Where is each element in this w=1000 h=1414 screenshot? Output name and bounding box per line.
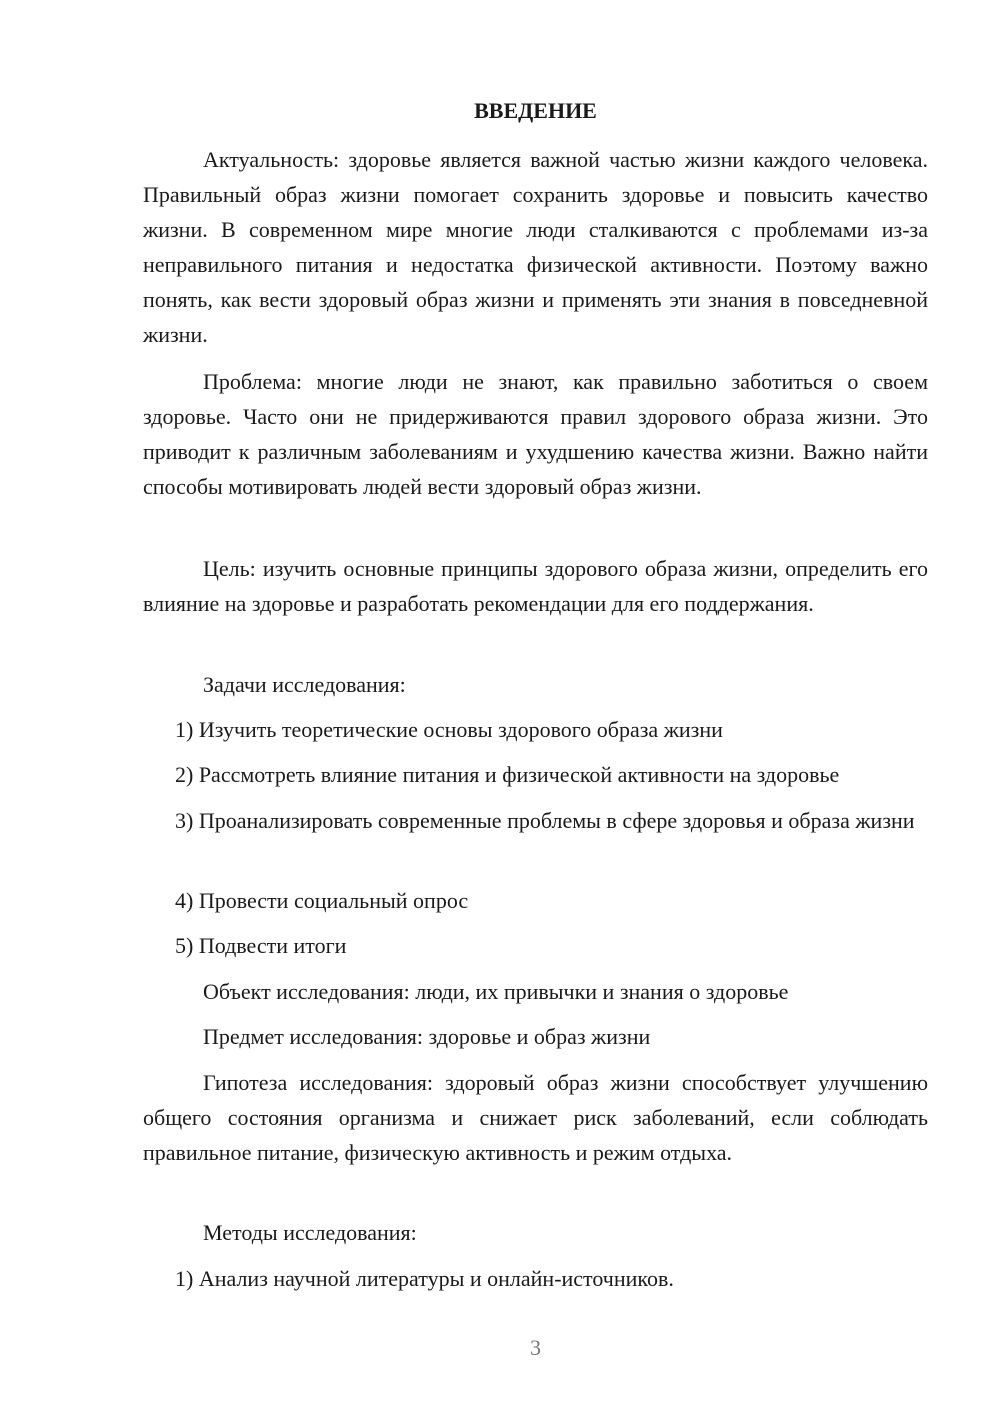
paragraph-goal: Цель: изучить основные принципы здорового образа жизни, определить его влияние на здоровье и разработать рекомендации для его поддержания. <box>143 556 928 616</box>
list-item-task-1: 1) Изучить теоретические основы здорового образа жизни <box>175 717 723 742</box>
list-item-task-4: 4) Провести социальный опрос <box>175 888 469 913</box>
list-item-task-5: 5) Подвести итоги <box>175 933 347 958</box>
section-title: ВВЕДЕНИЕ <box>474 98 597 123</box>
paragraph-relevance: Актуальность: здоровье является важной частью жизни каждого человека. Правильный образ жизни помогает сохранить здоровье и повысить качество жизни. В современном мире многие люди сталкиваются с проблемами из-за неправильного питания и недостатка физической активности. Поэтому важно понять, как вести здоровый образ жизни и применять эти знания в повседневной жизни. <box>143 147 928 347</box>
list-item-task-2: 2) Рассмотреть влияние питания и физической активности на здоровье <box>175 762 840 787</box>
page-number: 3 <box>530 1335 541 1360</box>
paragraph-tasks-heading: Задачи исследования: <box>203 672 406 697</box>
paragraph-hypothesis: Гипотеза исследования: здоровый образ жизни способствует улучшению общего состояния организма и снижает риск заболеваний, если соблюдать правильное питание, физическую активность и режим отдыха. <box>143 1070 928 1165</box>
list-item-method-1: 1) Анализ научной литературы и онлайн-источников. <box>175 1266 674 1291</box>
paragraph-methods-heading: Методы исследования: <box>203 1220 417 1245</box>
paragraph-problem: Проблема: многие люди не знают, как правильно заботиться о своем здоровье. Часто они не придерживаются правил здорового образа жизни. Это приводит к различным заболеваниям и ухудшению качества жизни. Важно найти способы мотивировать людей вести здоровый образ жизни. <box>143 369 928 499</box>
paragraph-object: Объект исследования: люди, их привычки и знания о здоровье <box>203 979 789 1004</box>
paragraph-subject: Предмет исследования: здоровье и образ жизни <box>203 1024 651 1049</box>
list-item-task-3: 3) Проанализировать современные проблемы в сфере здоровья и образа жизни <box>175 808 915 833</box>
